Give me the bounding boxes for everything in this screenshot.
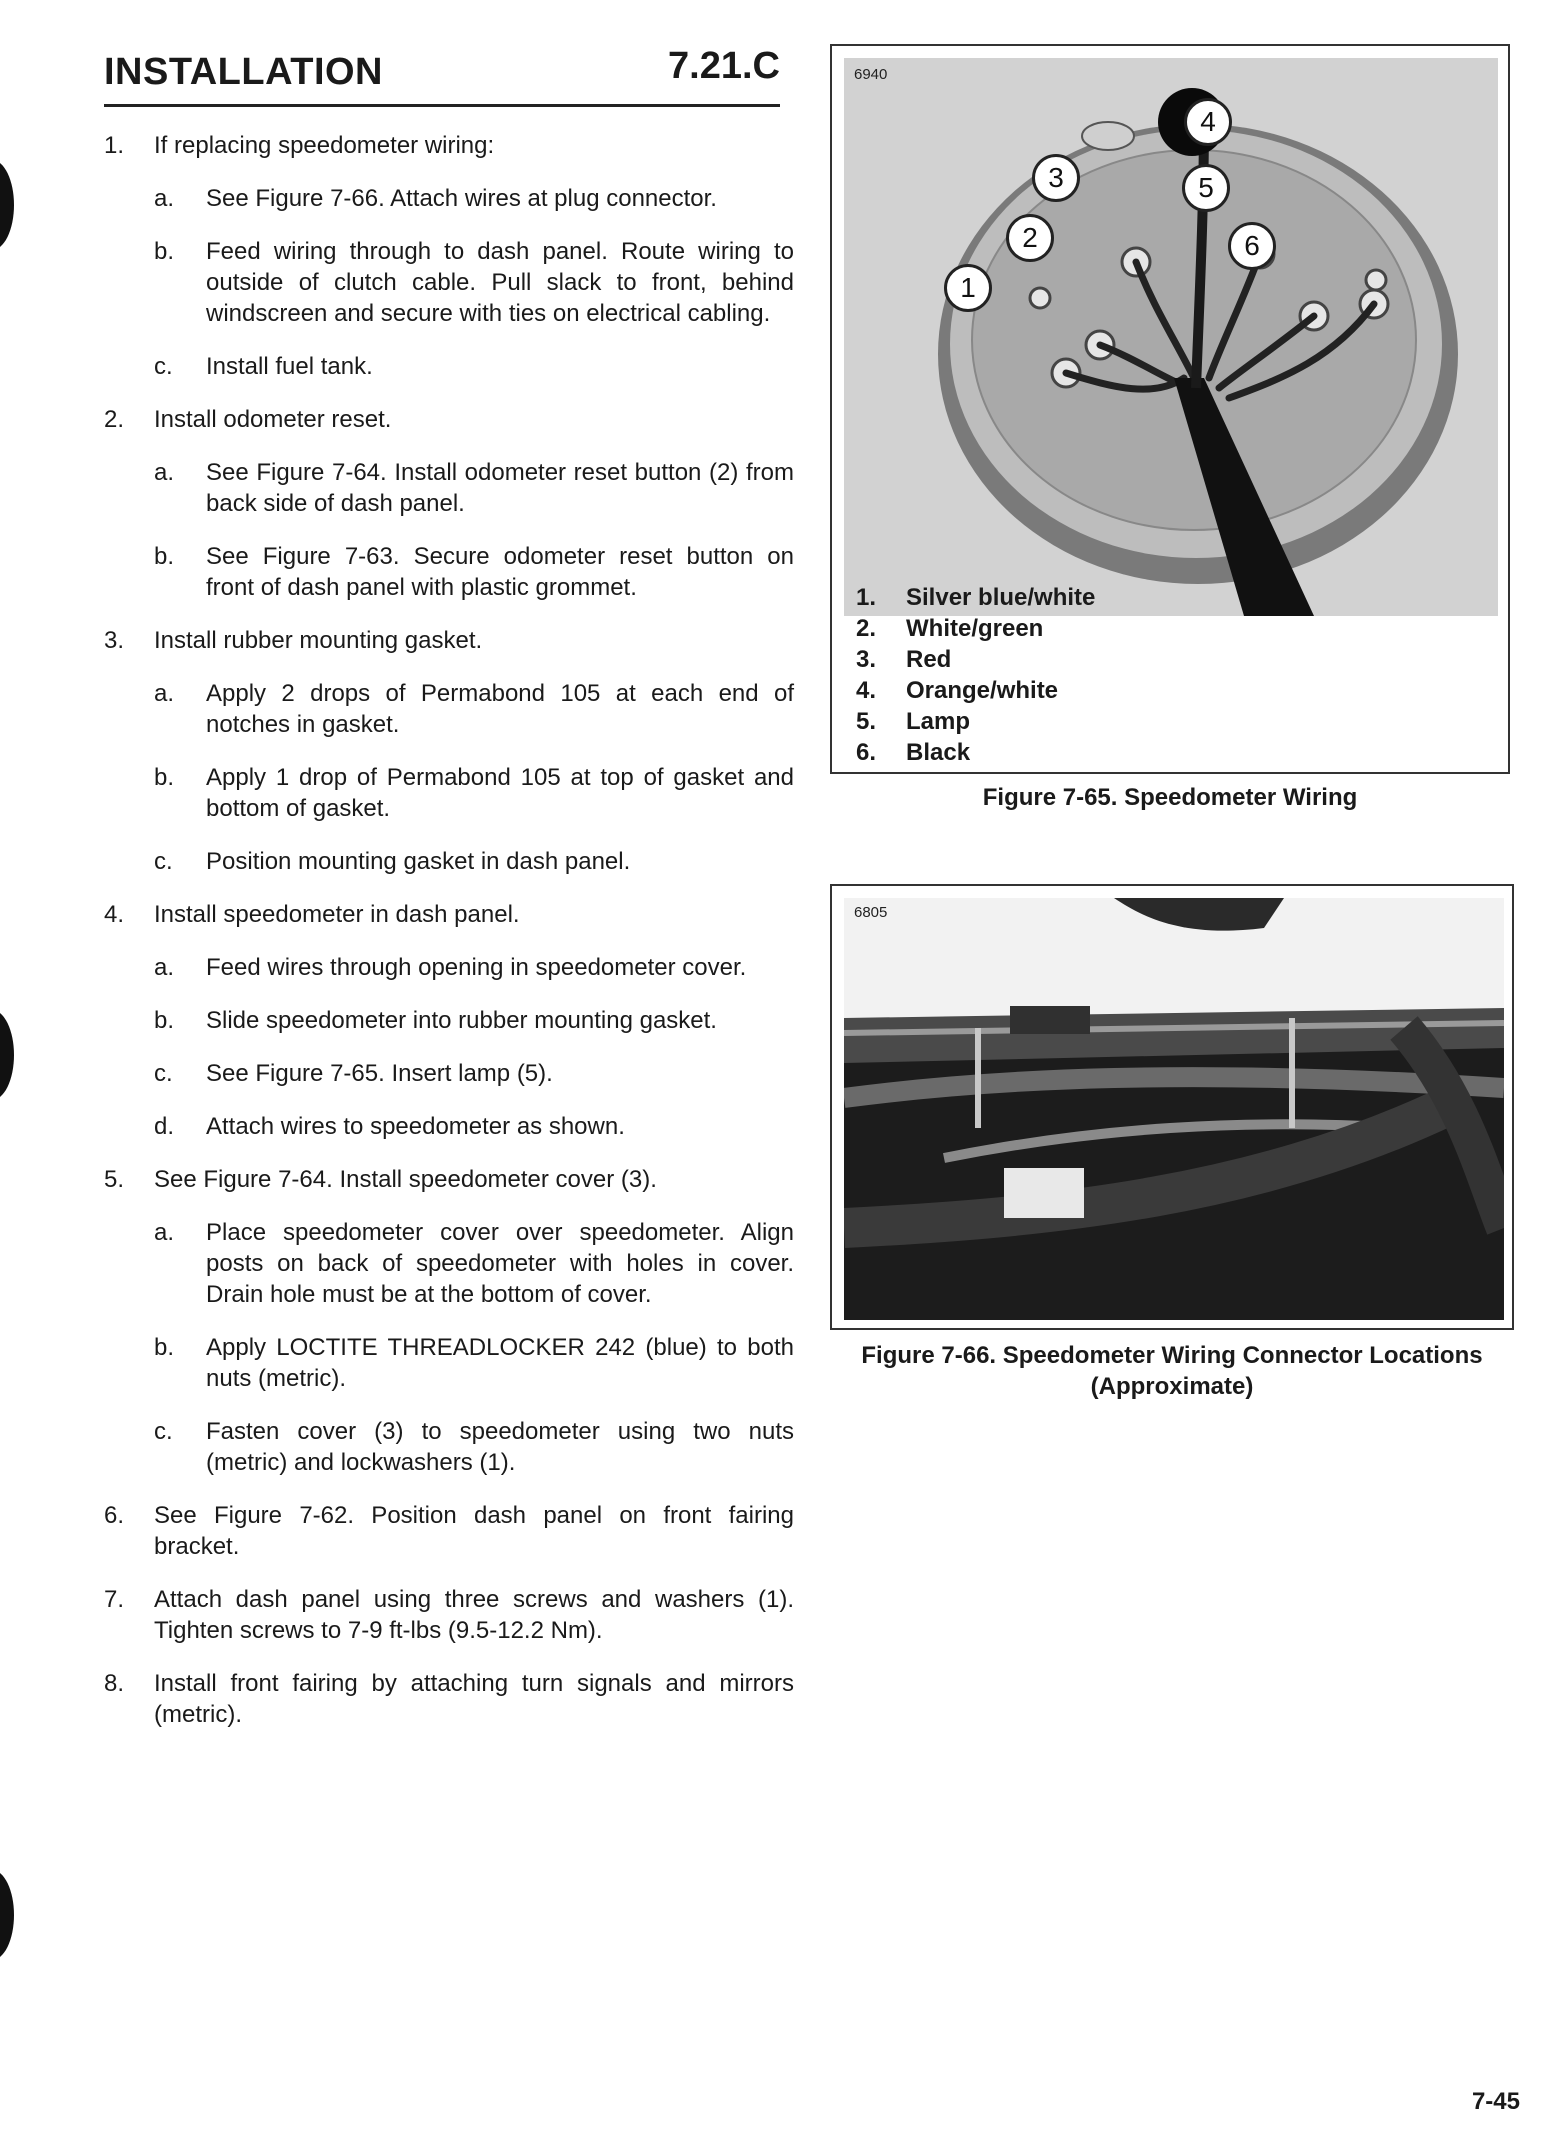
substep-text: Position mounting gasket in dash panel. xyxy=(206,848,631,875)
legend-item xyxy=(856,613,1095,644)
substep-letter: b. xyxy=(154,764,175,791)
page-title: INSTALLATION xyxy=(104,51,383,93)
callout-marker: 4 xyxy=(1184,98,1232,146)
legend-label: Lamp xyxy=(906,708,971,735)
substep-text: Feed wiring through to dash panel. Route wiring to outside of clutch cable. Pull slack to front, behind windscreen and secure with ties on electrical cabling. xyxy=(206,238,794,327)
substep-text: See Figure 7-65. Insert lamp (5). xyxy=(206,1060,553,1087)
connector-photo xyxy=(844,898,1504,1320)
section-number: 7.21.C xyxy=(668,45,780,87)
legend-item xyxy=(856,582,1095,613)
figure-tag: 6940 xyxy=(854,66,888,83)
substep-text: See Figure 7-64. Install odometer reset button (2) from back side of dash panel. xyxy=(206,459,794,517)
substep-text: Apply 2 drops of Permabond 105 at each end of notches in gasket. xyxy=(206,680,794,738)
connector-illustration xyxy=(844,898,1504,1320)
substep-item xyxy=(154,1416,794,1478)
step-item xyxy=(104,1164,794,1478)
figure-caption-line: (Approximate) xyxy=(1090,1373,1254,1400)
legend-item xyxy=(856,706,1095,737)
figure-caption xyxy=(830,1340,1514,1402)
step-item xyxy=(104,404,794,603)
legend-number: 5. xyxy=(856,708,877,735)
page-header xyxy=(104,42,780,107)
substep-item xyxy=(154,952,794,983)
substep-text: Attach wires to speedometer as shown. xyxy=(206,1113,625,1140)
figure-caption: Figure 7-65. Speedometer Wiring xyxy=(982,784,1358,811)
step-text: If replacing speedometer wiring: xyxy=(154,132,495,159)
substep-text: See Figure 7-66. Attach wires at plug connector. xyxy=(206,185,717,212)
legend-label: Red xyxy=(906,646,952,673)
figure-tag: 6805 xyxy=(854,904,888,921)
callout-marker: 5 xyxy=(1182,164,1230,212)
legend-number: 1. xyxy=(856,584,877,611)
substep-item xyxy=(154,846,794,877)
substep-item xyxy=(154,1111,794,1142)
substep-item xyxy=(154,1332,794,1394)
substep-letter: b. xyxy=(154,543,175,570)
substep-letter: b. xyxy=(154,238,175,265)
substep-letter: b. xyxy=(154,1007,175,1034)
legend-number: 6. xyxy=(856,739,877,766)
figure-connector-locations xyxy=(830,884,1514,1330)
substep-letter: a. xyxy=(154,680,175,707)
substep-text: Feed wires through opening in speedometer cover. xyxy=(206,954,747,981)
substep-item xyxy=(154,762,794,824)
step-text: Install rubber mounting gasket. xyxy=(154,627,483,654)
legend-label: Silver blue/white xyxy=(906,584,1096,611)
figure-caption-line: Figure 7-66. Speedometer Wiring Connector Locations xyxy=(861,1342,1483,1369)
callout-marker: 3 xyxy=(1032,154,1080,202)
substep-item xyxy=(154,1217,794,1310)
speedometer-illustration xyxy=(844,58,1498,616)
substep-text: Fasten cover (3) to speedometer using two nuts (metric) and lockwashers (1). xyxy=(206,1418,794,1476)
callout-marker: 2 xyxy=(1006,214,1054,262)
legend-label: White/green xyxy=(906,615,1044,642)
legend-label: Black xyxy=(906,739,971,766)
substep-letter: a. xyxy=(154,459,175,486)
installation-steps xyxy=(104,130,794,1752)
substep-letter: c. xyxy=(154,848,173,875)
binder-hole xyxy=(0,1870,14,1960)
page-number: 7-45 xyxy=(1471,2088,1520,2115)
callout-marker: 1 xyxy=(944,264,992,312)
step-number: 5. xyxy=(104,1166,125,1193)
substep-text: Apply LOCTITE THREADLOCKER 242 (blue) to both nuts (metric). xyxy=(206,1334,794,1392)
step-number: 8. xyxy=(104,1670,125,1697)
wire-color-legend xyxy=(856,582,1095,768)
step-number: 1. xyxy=(104,132,125,159)
substep-item xyxy=(154,1058,794,1089)
substep-text: See Figure 7-63. Secure odometer reset button on front of dash panel with plastic grommet. xyxy=(206,543,794,601)
substep-letter: d. xyxy=(154,1113,175,1140)
substep-letter: a. xyxy=(154,1219,175,1246)
substep-letter: b. xyxy=(154,1334,175,1361)
step-text: Install front fairing by attaching turn signals and mirrors (metric). xyxy=(154,1670,794,1728)
step-item xyxy=(104,130,794,382)
substep-letter: c. xyxy=(154,353,173,380)
substep-letter: c. xyxy=(154,1418,173,1445)
substep-item xyxy=(154,541,794,603)
legend-number: 2. xyxy=(856,615,877,642)
step-item xyxy=(104,899,794,1142)
substep-item xyxy=(154,351,794,382)
step-text: See Figure 7-64. Install speedometer cover (3). xyxy=(154,1166,657,1193)
step-text: Install speedometer in dash panel. xyxy=(154,901,520,928)
substep-letter: a. xyxy=(154,185,175,212)
step-text: Install odometer reset. xyxy=(154,406,392,433)
substep-item xyxy=(154,678,794,740)
step-item xyxy=(104,1500,794,1562)
substep-item xyxy=(154,1005,794,1036)
legend-item xyxy=(856,644,1095,675)
substep-item xyxy=(154,183,794,214)
binder-hole xyxy=(0,160,14,250)
step-text: See Figure 7-62. Position dash panel on front fairing bracket. xyxy=(154,1502,794,1560)
substep-text: Place speedometer cover over speedometer. Align posts on back of speedometer with holes in cover. Drain hole must be at the bottom of cover. xyxy=(206,1219,794,1308)
legend-item xyxy=(856,737,1095,768)
legend-item xyxy=(856,675,1095,706)
step-item xyxy=(104,1668,794,1730)
legend-label: Orange/white xyxy=(906,677,1059,704)
step-number: 3. xyxy=(104,627,125,654)
substep-text: Slide speedometer into rubber mounting gasket. xyxy=(206,1007,717,1034)
callout-marker: 6 xyxy=(1228,222,1276,270)
step-number: 2. xyxy=(104,406,125,433)
substep-item xyxy=(154,236,794,329)
substep-letter: a. xyxy=(154,954,175,981)
step-number: 4. xyxy=(104,901,125,928)
legend-number: 4. xyxy=(856,677,877,704)
binder-hole xyxy=(0,1010,14,1100)
step-item xyxy=(104,625,794,877)
step-text: Attach dash panel using three screws and washers (1). Tighten screws to 7-9 ft-lbs (9.5-12.2 Nm). xyxy=(154,1586,794,1644)
figure-speedometer-wiring xyxy=(830,44,1510,774)
substep-text: Apply 1 drop of Permabond 105 at top of gasket and bottom of gasket. xyxy=(206,764,794,822)
substep-text: Install fuel tank. xyxy=(206,353,373,380)
speedometer-photo xyxy=(844,58,1498,616)
substep-item xyxy=(154,457,794,519)
substep-letter: c. xyxy=(154,1060,173,1087)
legend-number: 3. xyxy=(856,646,877,673)
step-item xyxy=(104,1584,794,1646)
step-number: 6. xyxy=(104,1502,125,1529)
step-number: 7. xyxy=(104,1586,125,1613)
